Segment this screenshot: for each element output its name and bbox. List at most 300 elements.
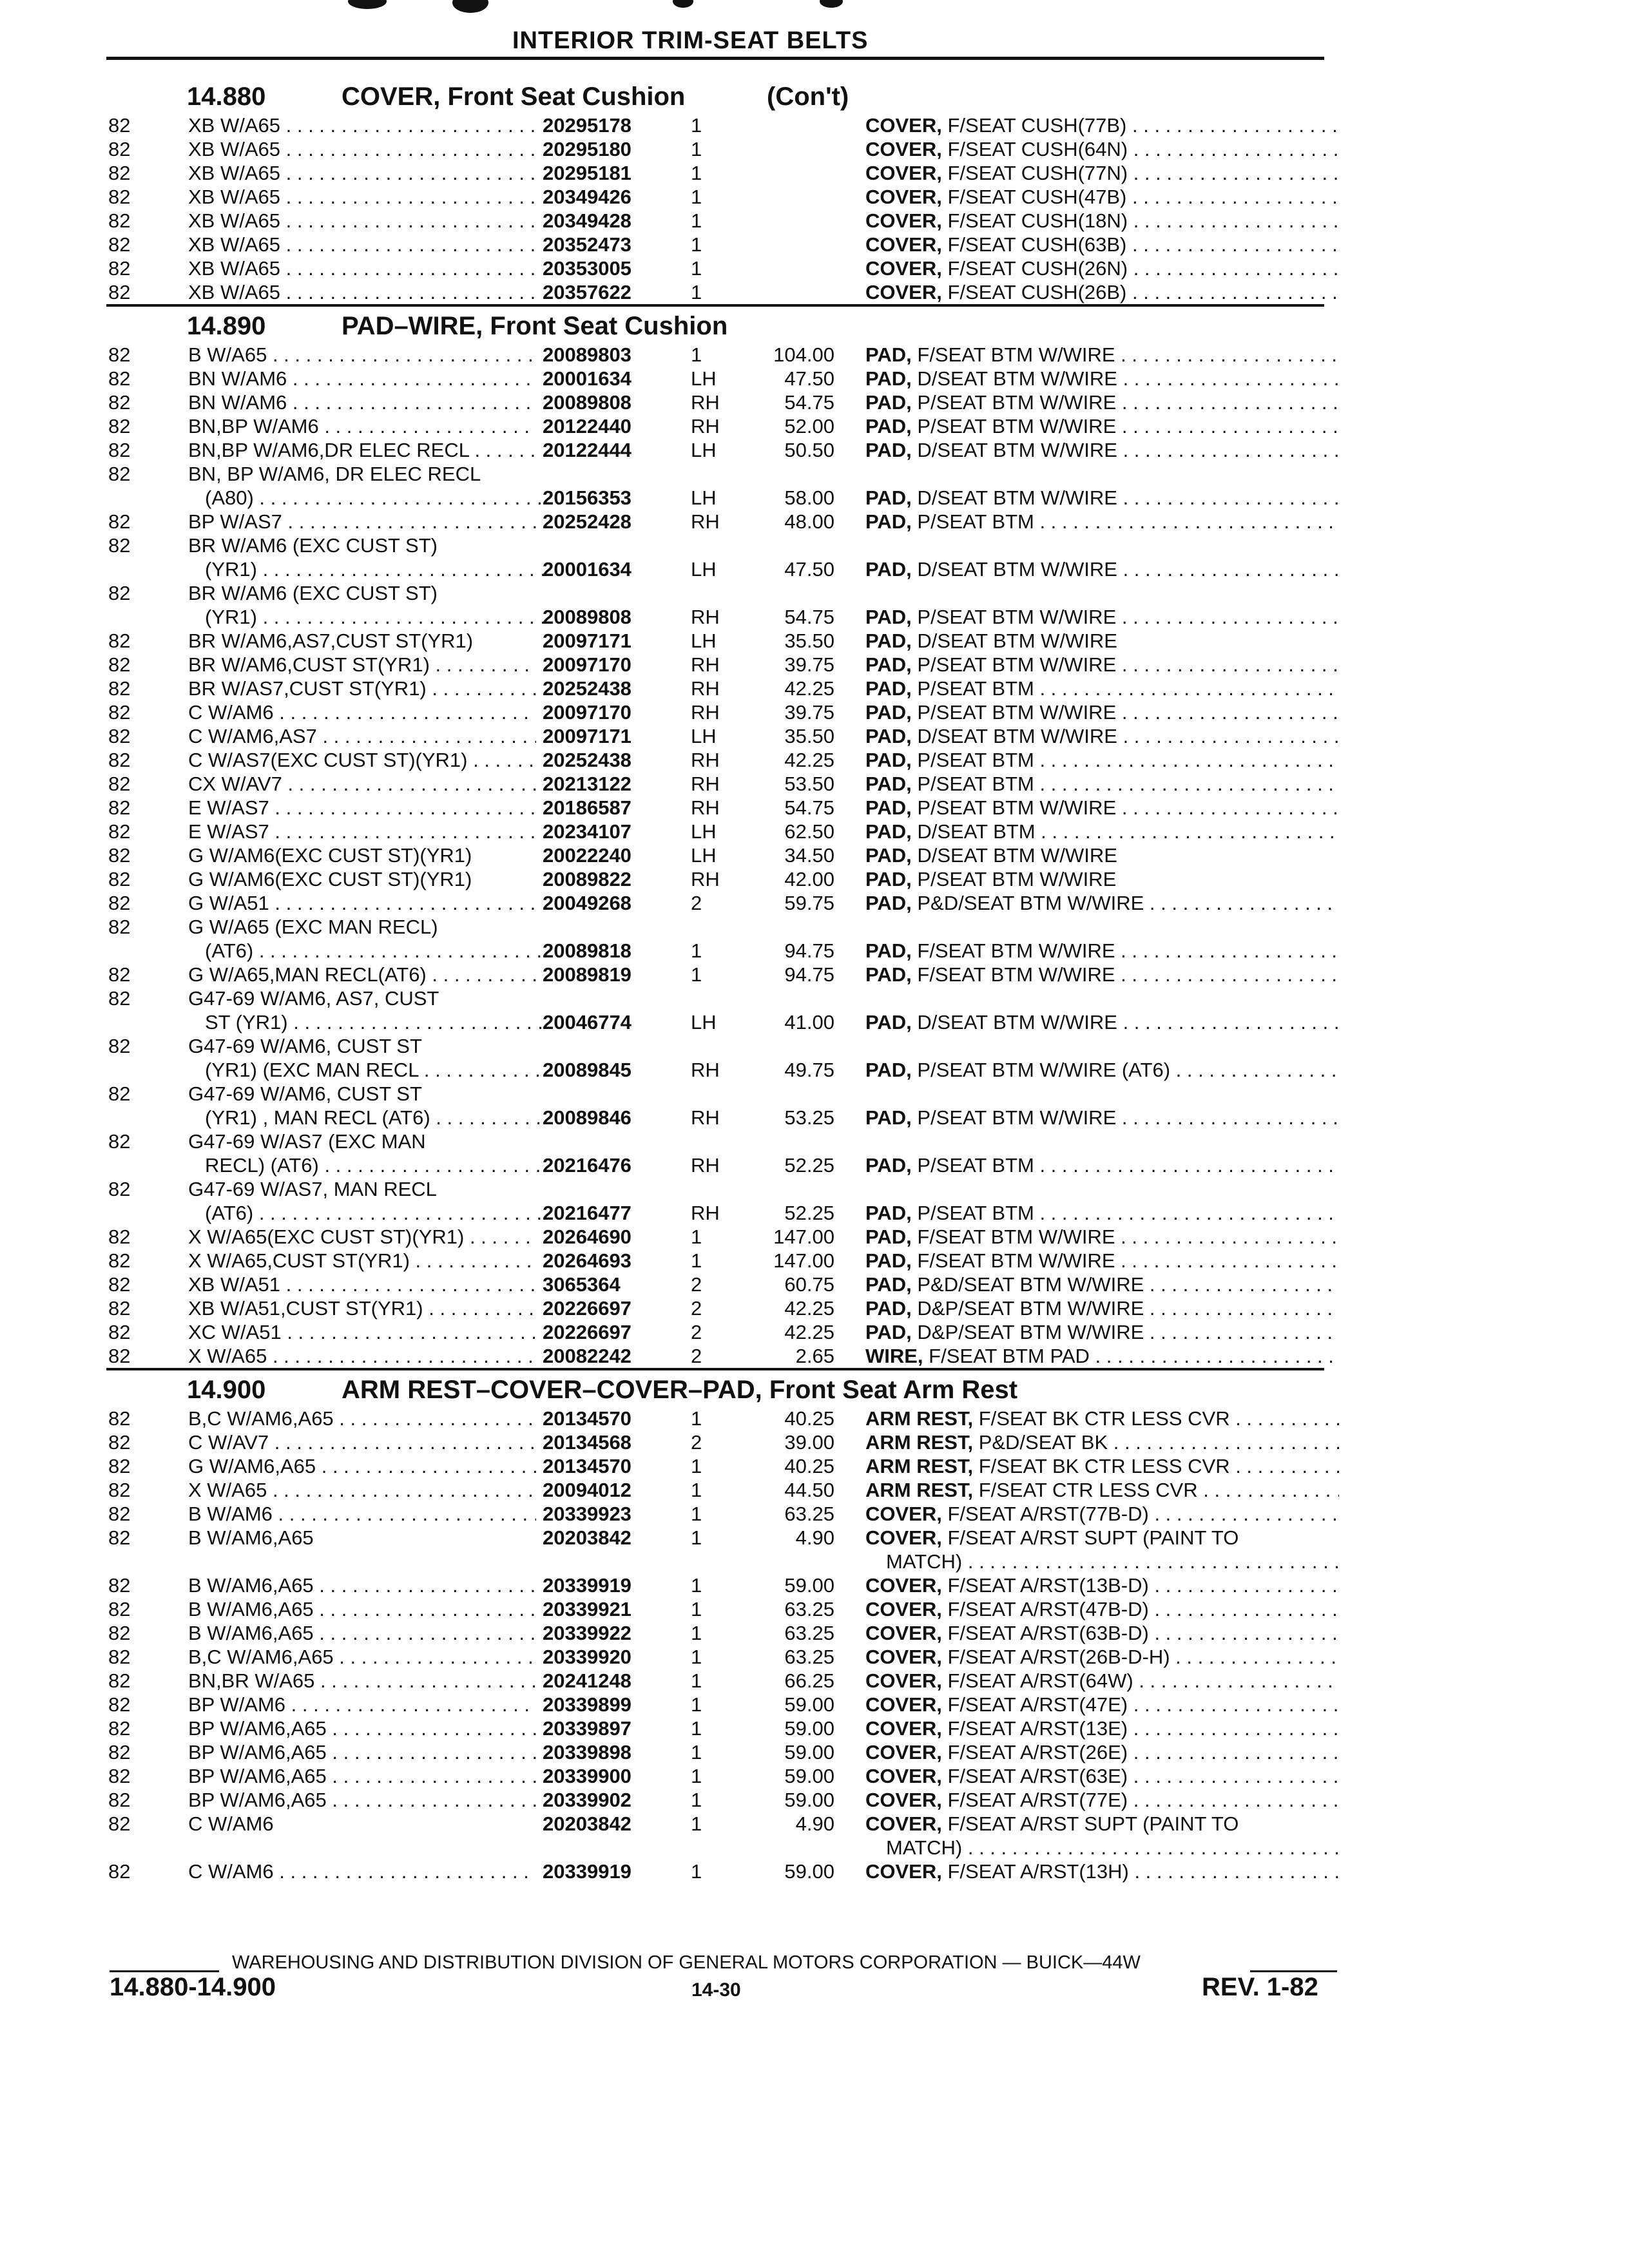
part-name-text: F/SEAT A/RST SUPT (PAINT TO (941, 1812, 1239, 1835)
table-row (0, 343, 1629, 367)
list-price: 40.25 (784, 1455, 834, 1477)
part-name-text: F/SEAT BTM W/WIRE (911, 939, 1115, 962)
part-name (865, 653, 1339, 677)
part-name-text: P&D/SEAT BTM W/WIRE (911, 1273, 1144, 1296)
quantity: 1 (691, 209, 702, 232)
part-name (865, 843, 1339, 867)
part-number: 20349428 (543, 209, 631, 232)
model-year: 82 (108, 1789, 131, 1811)
part-number: 20216477 (543, 1202, 631, 1224)
model-description: G W/A51 . . . (188, 891, 536, 915)
list-price: 50.50 (784, 439, 834, 461)
model-year: 82 (108, 820, 131, 843)
table-row (0, 1645, 1629, 1669)
part-name (865, 414, 1339, 438)
part-name-text: F/SEAT CUSH(77B) (941, 114, 1127, 137)
table-row (0, 1693, 1629, 1716)
part-name (865, 939, 1339, 963)
part-number: 20339919 (543, 1860, 631, 1883)
part-name-text: F/SEAT A/RST(77B-D) (941, 1503, 1149, 1525)
part-name-text: P/SEAT BTM (911, 677, 1034, 700)
part-name-keyword: ARM REST, (865, 1455, 974, 1477)
quantity: RH (691, 1106, 720, 1129)
part-name-text: D/SEAT BTM W/WIRE (911, 725, 1117, 747)
part-name-keyword: PAD, (865, 1202, 912, 1224)
model-year: 82 (108, 653, 131, 676)
model-description: B,C W/AM6,A65 . . . (188, 1407, 536, 1430)
part-number: 20046774 (543, 1011, 631, 1033)
model-year: 82 (108, 186, 131, 208)
model-description: (YR1) , MAN RECL (AT6) . . . (205, 1106, 553, 1129)
part-number: 20349426 (543, 186, 631, 208)
model-description: (YR1) . . . (205, 557, 553, 581)
model-description: (YR1) (EXC MAN RECL . . . (205, 1058, 553, 1082)
model-description: BN W/AM6 . . . (188, 367, 536, 390)
quantity: RH (691, 1059, 720, 1081)
quantity: LH (691, 629, 717, 652)
section-title: ARM REST–COVER–COVER–PAD, Front Seat Arm Rest (342, 1376, 1018, 1404)
list-price: 52.25 (784, 1154, 834, 1177)
part-number: 20122440 (543, 415, 631, 437)
model-year: 82 (108, 1812, 131, 1835)
part-name-text: P/SEAT BTM W/WIRE (911, 653, 1117, 676)
part-name-text: F/SEAT A/RST(47B-D) (941, 1598, 1149, 1620)
part-name (865, 796, 1339, 820)
part-number: 20353005 (543, 257, 631, 280)
part-name (865, 1249, 1339, 1273)
table-row (0, 986, 1629, 1010)
model-description: BN,BP W/AM6,DR ELEC RECL . . . (188, 438, 536, 462)
footer-bottom (0, 1973, 1629, 2005)
model-description: X W/A65(EXC CUST ST)(YR1) . . . (188, 1225, 536, 1249)
part-name-keyword: ARM REST, (865, 1407, 974, 1430)
model-year: 82 (108, 1431, 131, 1454)
part-number: 20295181 (543, 162, 631, 184)
part-number: 20295180 (543, 138, 631, 160)
table-row (0, 1669, 1629, 1693)
quantity: 1 (691, 963, 702, 986)
model-year: 82 (108, 773, 131, 795)
part-number: 20089808 (543, 391, 631, 414)
part-name (865, 113, 1339, 137)
section-header (0, 77, 1629, 113)
part-number: 20339920 (543, 1646, 631, 1668)
quantity: RH (691, 1202, 720, 1224)
model-description: XB W/A65 . . . (188, 256, 536, 280)
model-description: (AT6) . . . (205, 939, 553, 963)
model-description: XB W/A65 . . . (188, 209, 536, 233)
quantity: 1 (691, 939, 702, 962)
part-name (865, 820, 1339, 843)
part-name-keyword: PAD, (865, 1154, 912, 1177)
model-year: 82 (108, 1345, 131, 1367)
model-description: B W/AM6,A65 (188, 1526, 314, 1549)
model-year: 82 (108, 415, 131, 437)
part-number: 20097171 (543, 629, 631, 652)
list-price: 59.00 (784, 1574, 834, 1597)
table-row (0, 1430, 1629, 1454)
list-price: 59.00 (784, 1765, 834, 1787)
top-edge-marks (0, 0, 1629, 15)
model-description: G W/AM6,A65 . . . (188, 1454, 536, 1478)
quantity: 1 (691, 1526, 702, 1549)
list-price: 58.00 (784, 486, 834, 509)
model-year: 82 (108, 1273, 131, 1296)
section-continued: (Con't) (767, 82, 849, 111)
table-row (0, 700, 1629, 724)
table-row (0, 748, 1629, 772)
part-name-keyword: COVER, (865, 186, 942, 208)
model-year: 82 (108, 1693, 131, 1716)
part-name-text: P/SEAT BTM W/WIRE (911, 391, 1117, 414)
quantity: 1 (691, 1503, 702, 1525)
part-name-keyword: PAD, (865, 844, 912, 867)
part-name (865, 1526, 1339, 1550)
quantity: 1 (691, 1789, 702, 1811)
model-description: C W/AM6,AS7 . . . (188, 724, 536, 748)
part-number: 20203842 (543, 1812, 631, 1835)
list-price: 62.50 (784, 820, 834, 843)
part-name (865, 557, 1339, 581)
part-name (865, 1430, 1339, 1454)
model-year: 82 (108, 629, 131, 652)
model-description: C W/AM6 (188, 1812, 274, 1835)
header-rule (106, 57, 1324, 60)
table-row (0, 185, 1629, 209)
part-name-keyword: PAD, (865, 939, 912, 962)
part-name-keyword: PAD, (865, 629, 912, 652)
model-description: E W/AS7 . . . (188, 796, 536, 820)
table-row (0, 1740, 1629, 1764)
table-row (0, 1478, 1629, 1502)
model-year: 82 (108, 1479, 131, 1501)
table-row (0, 1010, 1629, 1034)
model-year: 82 (108, 1669, 131, 1692)
table-row (0, 1249, 1629, 1273)
list-price: 42.00 (784, 868, 834, 890)
table-row (0, 1082, 1629, 1106)
model-description: RECL) (AT6) . . . (205, 1153, 553, 1177)
quantity: RH (691, 1154, 720, 1177)
model-year: 82 (108, 749, 131, 771)
model-year: 82 (108, 892, 131, 914)
list-price: 42.25 (784, 749, 834, 771)
list-price: 47.50 (784, 558, 834, 581)
part-number: 20089819 (543, 963, 631, 986)
table-row (0, 390, 1629, 414)
model-description: BN,BR W/A65 . . . (188, 1669, 536, 1693)
part-name-keyword: PAD, (865, 1225, 912, 1248)
part-name-keyword: COVER, (865, 114, 942, 137)
table-row (0, 256, 1629, 280)
quantity: RH (691, 653, 720, 676)
list-price: 60.75 (784, 1273, 834, 1296)
table-row (0, 1812, 1629, 1836)
quantity: RH (691, 606, 720, 628)
part-name-text: D/SEAT BTM W/WIRE (911, 486, 1117, 509)
part-number: 20203842 (543, 1526, 631, 1549)
model-description: XB W/A65 . . . (188, 233, 536, 256)
table-row (0, 1764, 1629, 1788)
list-price: 39.00 (784, 1431, 834, 1454)
part-name-text: P/SEAT BTM W/WIRE (911, 701, 1117, 724)
list-price: 63.25 (784, 1622, 834, 1644)
part-number: 20295178 (543, 114, 631, 137)
model-description: G W/AM6(EXC CUST ST)(YR1) (188, 868, 472, 890)
model-description: C W/AV7 . . . (188, 1430, 536, 1454)
table-row (0, 581, 1629, 605)
part-name (865, 1621, 1339, 1645)
table-row (0, 820, 1629, 843)
model-description: XC W/A51 . . . (188, 1320, 536, 1344)
part-number: 20097170 (543, 701, 631, 724)
part-name-keyword: PAD, (865, 510, 912, 533)
part-name (865, 1454, 1339, 1478)
part-name-text: D&P/SEAT BTM W/WIRE (911, 1297, 1144, 1320)
part-name-text: F/SEAT CUSH(18N) (941, 209, 1128, 232)
table-row (0, 137, 1629, 161)
section-title: PAD–WIRE, Front Seat Cushion (342, 312, 728, 340)
footer-division-line (0, 1952, 1629, 1974)
footer-right-rule (1250, 1970, 1337, 1972)
table-row (0, 1320, 1629, 1344)
model-year: 82 (108, 963, 131, 986)
table-row (0, 557, 1629, 581)
page-number: 14-30 (691, 1979, 741, 2001)
part-number: 20089808 (543, 606, 631, 628)
table-row (0, 462, 1629, 486)
quantity: LH (691, 820, 717, 843)
part-name-keyword: PAD, (865, 1106, 912, 1129)
part-number: 20339921 (543, 1598, 631, 1620)
part-name-text: F/SEAT CUSH(26N) (941, 257, 1128, 280)
model-description: X W/A65 . . . (188, 1344, 536, 1368)
model-year: 82 (108, 987, 131, 1010)
part-name-keyword: COVER, (865, 1669, 942, 1692)
section-number: 14.890 (187, 312, 266, 340)
list-price: 59.00 (784, 1717, 834, 1740)
quantity: RH (691, 391, 720, 414)
part-number: 20094012 (543, 1479, 631, 1501)
list-price: 52.25 (784, 1202, 834, 1224)
part-name-text: F/SEAT A/RST(63E) (941, 1765, 1128, 1787)
part-name-keyword: PAD, (865, 725, 912, 747)
list-price: 49.75 (784, 1059, 834, 1081)
part-name-keyword: PAD, (865, 1273, 912, 1296)
model-description: C W/AM6 . . . (188, 1860, 536, 1883)
section-number: 14.900 (187, 1376, 266, 1404)
table-row-continued (0, 1836, 1629, 1860)
part-name (865, 1740, 1339, 1764)
list-price: 47.50 (784, 367, 834, 390)
part-name-keyword: PAD, (865, 653, 912, 676)
quantity: 2 (691, 1431, 702, 1454)
quantity: 1 (691, 1455, 702, 1477)
part-name-text: P/SEAT BTM (911, 773, 1034, 795)
part-name-text: P/SEAT BTM W/WIRE (AT6) (911, 1059, 1171, 1081)
table-row (0, 1296, 1629, 1320)
part-number: 20357622 (543, 281, 631, 303)
model-year: 82 (108, 367, 131, 390)
part-number: 20252438 (543, 749, 631, 771)
part-name-keyword: COVER, (865, 1860, 942, 1883)
part-name (865, 1812, 1339, 1836)
part-name-text: F/SEAT A/RST SUPT (PAINT TO (941, 1526, 1239, 1549)
part-number: 20156353 (543, 486, 631, 509)
part-name (865, 438, 1339, 462)
table-row (0, 1106, 1629, 1129)
quantity: 2 (691, 892, 702, 914)
model-year: 82 (108, 1598, 131, 1620)
part-number: 20339923 (543, 1503, 631, 1525)
part-number: 20186587 (543, 796, 631, 819)
part-name-keyword: COVER, (865, 1765, 942, 1787)
quantity: 2 (691, 1273, 702, 1296)
table-row (0, 653, 1629, 677)
part-name (865, 1860, 1339, 1883)
list-price: 54.75 (784, 606, 834, 628)
part-name (865, 1788, 1339, 1812)
part-name-text: F/SEAT CUSH(26B) (941, 281, 1127, 303)
model-description: G47-69 W/AM6, CUST ST (188, 1035, 422, 1057)
part-name-text: D/SEAT BTM W/WIRE (911, 439, 1117, 461)
part-name (865, 1716, 1339, 1740)
model-year: 82 (108, 343, 131, 366)
part-name-keyword: PAD, (865, 415, 912, 437)
model-year: 82 (108, 1130, 131, 1153)
part-name-keyword: PAD, (865, 796, 912, 819)
part-number: 20022240 (543, 844, 631, 867)
part-name (865, 724, 1339, 748)
model-description: BP W/AS7 . . . (188, 510, 536, 533)
model-description: ST (YR1) . . . (205, 1010, 553, 1034)
model-year: 82 (108, 1297, 131, 1320)
part-name-keyword: PAD, (865, 677, 912, 700)
part-name (865, 367, 1339, 390)
model-year: 82 (108, 1717, 131, 1740)
part-number: 20352473 (543, 233, 631, 256)
list-price: 52.00 (784, 415, 834, 437)
quantity: 2 (691, 1345, 702, 1367)
part-name (865, 1478, 1339, 1502)
part-name-text: F/SEAT A/RST(77E) (941, 1789, 1128, 1811)
part-number: 20089818 (543, 939, 631, 962)
table-row (0, 209, 1629, 233)
part-name-text: P/SEAT BTM W/WIRE (911, 868, 1117, 890)
part-name-keyword: PAD, (865, 773, 912, 795)
model-description: G W/A65 (EXC MAN RECL) (188, 916, 438, 938)
quantity: LH (691, 439, 717, 461)
model-year: 82 (108, 281, 131, 303)
model-description: BN, BP W/AM6, DR ELEC RECL (188, 463, 481, 485)
table-row (0, 1034, 1629, 1058)
part-name-keyword: COVER, (865, 1574, 942, 1597)
part-name-text: F/SEAT A/RST(47E) (941, 1693, 1128, 1716)
part-name-keyword: COVER, (865, 1717, 942, 1740)
model-year: 82 (108, 138, 131, 160)
model-description: (A80) . . . (205, 486, 553, 510)
model-description: E W/AS7 . . . (188, 820, 536, 843)
part-number: 20089845 (543, 1059, 631, 1081)
part-number: 20097170 (543, 653, 631, 676)
part-number: 20234107 (543, 820, 631, 843)
part-name-keyword: COVER, (865, 209, 942, 232)
section-header (0, 307, 1629, 343)
table-row (0, 367, 1629, 390)
part-number: 20226697 (543, 1297, 631, 1320)
model-year: 82 (108, 257, 131, 280)
table-row (0, 1716, 1629, 1740)
part-number: 20134570 (543, 1455, 631, 1477)
model-year: 82 (108, 233, 131, 256)
part-name-text: D/SEAT BTM W/WIRE (911, 367, 1117, 390)
part-name-keyword: COVER, (865, 138, 942, 160)
part-number: 20001634 (543, 367, 631, 390)
part-name (865, 1201, 1339, 1225)
table-row (0, 1129, 1629, 1153)
model-year: 82 (108, 1035, 131, 1057)
part-number: 20122444 (543, 439, 631, 461)
model-year: 82 (108, 796, 131, 819)
model-description: B W/AM6 . . . (188, 1502, 536, 1526)
table-row (0, 867, 1629, 891)
parts-list (0, 77, 1629, 1883)
part-name (865, 1320, 1339, 1344)
table-row (0, 1860, 1629, 1883)
quantity: 1 (691, 1860, 702, 1883)
quantity: 1 (691, 114, 702, 137)
section-header (0, 1370, 1629, 1407)
table-row (0, 1573, 1629, 1597)
part-name (865, 1407, 1339, 1430)
table-row (0, 1502, 1629, 1526)
quantity: LH (691, 367, 717, 390)
part-name-keyword: ARM REST, (865, 1479, 974, 1501)
quantity: 1 (691, 1693, 702, 1716)
table-row (0, 414, 1629, 438)
model-year: 82 (108, 1741, 131, 1763)
quantity: 1 (691, 1646, 702, 1668)
model-description: B W/A65 . . . (188, 343, 536, 367)
part-name-text: F/SEAT A/RST(26B-D-H) (941, 1646, 1170, 1668)
part-name-text: F/SEAT CTR LESS CVR (973, 1479, 1198, 1501)
quantity: 1 (691, 186, 702, 208)
model-description: XB W/A51 . . . (188, 1273, 536, 1296)
part-name-text: F/SEAT A/RST(64W) (941, 1669, 1133, 1692)
part-name-text: D/SEAT BTM W/WIRE (911, 558, 1117, 581)
model-description: XB W/A65 . . . (188, 113, 536, 137)
quantity: 1 (691, 1812, 702, 1835)
part-number: 20089822 (543, 868, 631, 890)
model-year: 82 (108, 1249, 131, 1272)
quantity: 1 (691, 257, 702, 280)
part-name-keyword: PAD, (865, 1297, 912, 1320)
model-description: C W/AS7(EXC CUST ST)(YR1) . . . (188, 748, 536, 772)
model-year: 82 (108, 1646, 131, 1668)
part-number: 20264690 (543, 1225, 631, 1248)
part-name-text: F/SEAT BK CTR LESS CVR (973, 1407, 1230, 1430)
model-description: XB W/A65 . . . (188, 161, 536, 185)
part-name (865, 1344, 1339, 1368)
quantity: LH (691, 1011, 717, 1033)
part-name-text: P&D/SEAT BTM W/WIRE (911, 892, 1144, 914)
model-description: BP W/AM6,A65 . . . (188, 1716, 536, 1740)
model-description: G47-69 W/AS7, MAN RECL (188, 1178, 437, 1200)
list-price: 41.00 (784, 1011, 834, 1033)
list-price: 94.75 (784, 939, 834, 962)
table-row (0, 1273, 1629, 1296)
model-year: 82 (108, 916, 131, 938)
